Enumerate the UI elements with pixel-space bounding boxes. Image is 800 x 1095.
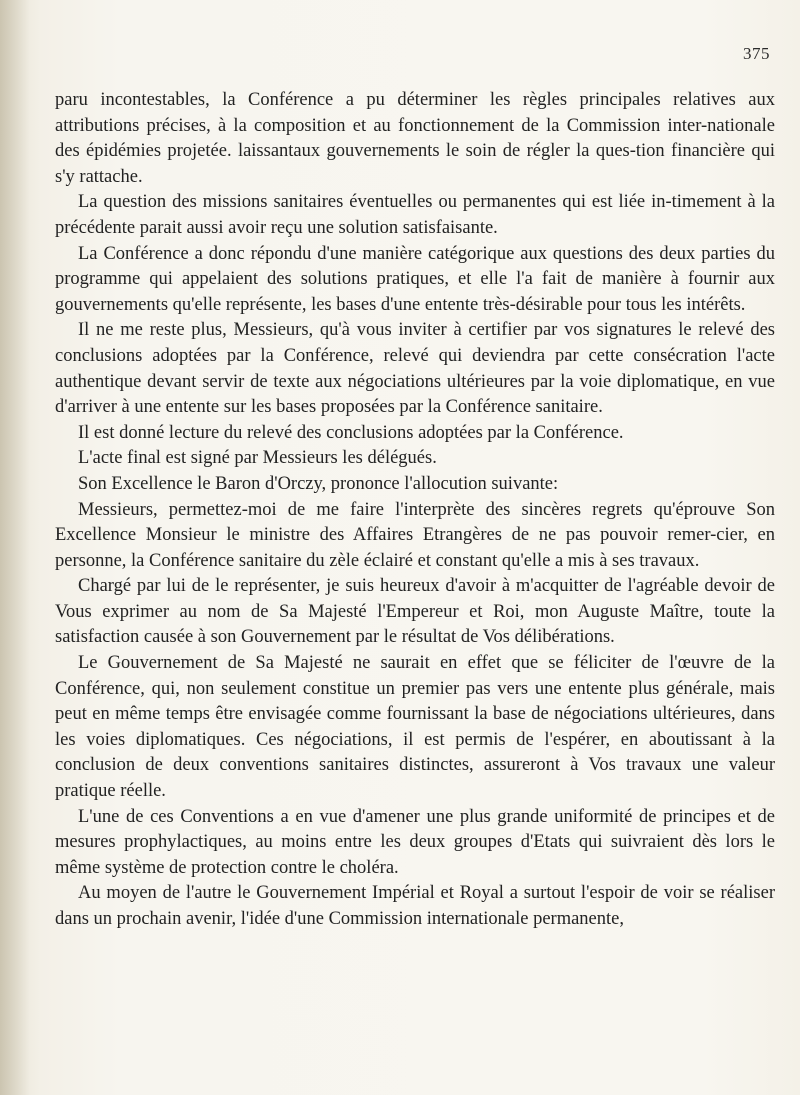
paragraph: paru incontestables, la Conférence a pu déterminer les règles principales relatives aux attributions précises, à la composition et au fonctionnement de la Commission inter-nationale des épidémies projetée. laissantaux gouvernements le soin de régler la ques-tion financière qui s'y rattache. bbox=[55, 90, 775, 187]
paragraph: La Conférence a donc répondu d'une manière catégorique aux questions des deux parties du programme qui appelaient des solutions pratiques, et elle l'a fait de manière à fournir aux gouvernements qu'elle représente, les bases d'une entente très-désirable pour tous les intérêts. bbox=[55, 243, 775, 315]
paragraph: Son Excellence le Baron d'Orczy, prononce l'allocution suivante: bbox=[78, 473, 559, 494]
paragraph: L'acte final est signé par Messieurs les délégués. bbox=[78, 448, 437, 469]
paragraph: Au moyen de l'autre le Gouvernement Impérial et Royal a surtout l'espoir de voir se réaliser dans un prochain avenir, l'idée d'une Commission internationale permanente, bbox=[55, 883, 775, 929]
page-gutter-shadow bbox=[0, 0, 30, 1095]
paragraph: La question des missions sanitaires éventuelles ou permanentes qui est liée in-timement à la précédente parait aussi avoir reçu une solution satisfaisante. bbox=[55, 192, 775, 238]
page-text bbox=[55, 88, 775, 933]
paragraph: Il est donné lecture du relevé des conclusions adoptées par la Conférence. bbox=[78, 422, 624, 443]
paragraph: Messieurs, permettez-moi de me faire l'interprète des sincères regrets qu'éprouve Son Excellence Monsieur le ministre des Affaires Etrangères de ne pas pouvoir remer-cier, en personne, la Conférence sanitaire du zèle éclairé et constant qu'elle a mis à ses travaux. bbox=[55, 499, 775, 571]
page-number: 375 bbox=[743, 44, 770, 63]
paragraph: Il ne me reste plus, Messieurs, qu'à vous inviter à certifier par vos signatures le relevé des conclusions adoptées par la Conférence, relevé qui deviendra par cette consécration l'acte authentique devant servir de texte aux négociations ultérieures par la voie diplomatique, en vue d'arriver à une entente sur les bases proposées par la Conférence sanitaire. bbox=[55, 320, 775, 418]
paragraph: L'une de ces Conventions a en vue d'amener une plus grande uniformité de principes et de mesures prophylactiques, au moins entre les deux groupes d'Etats qui suivraient dès lors le même système de protection contre le choléra. bbox=[55, 806, 775, 878]
paragraph: Le Gouvernement de Sa Majesté ne saurait en effet que se féliciter de l'œuvre de la Conférence, qui, non seulement constitue un premier pas vers une entente plus générale, mais peut en même temps être envisagée comme fournissant la base de négociations ultérieures, dans les voies diplomatiques. Ces négociations, il est permis de l'espérer, en aboutissant à la conclusion de deux conventions sanitaires distinctes, assureront à Vos travaux une valeur pratique réelle. bbox=[55, 653, 775, 802]
paragraph: Chargé par lui de le représenter, je suis heureux d'avoir à m'acquitter de l'agréable devoir de Vous exprimer au nom de Sa Majesté l'Empereur et Roi, mon Auguste Maître, toute la satisfaction causée à son Gouvernement par le résultat de Vos délibérations. bbox=[55, 576, 775, 648]
